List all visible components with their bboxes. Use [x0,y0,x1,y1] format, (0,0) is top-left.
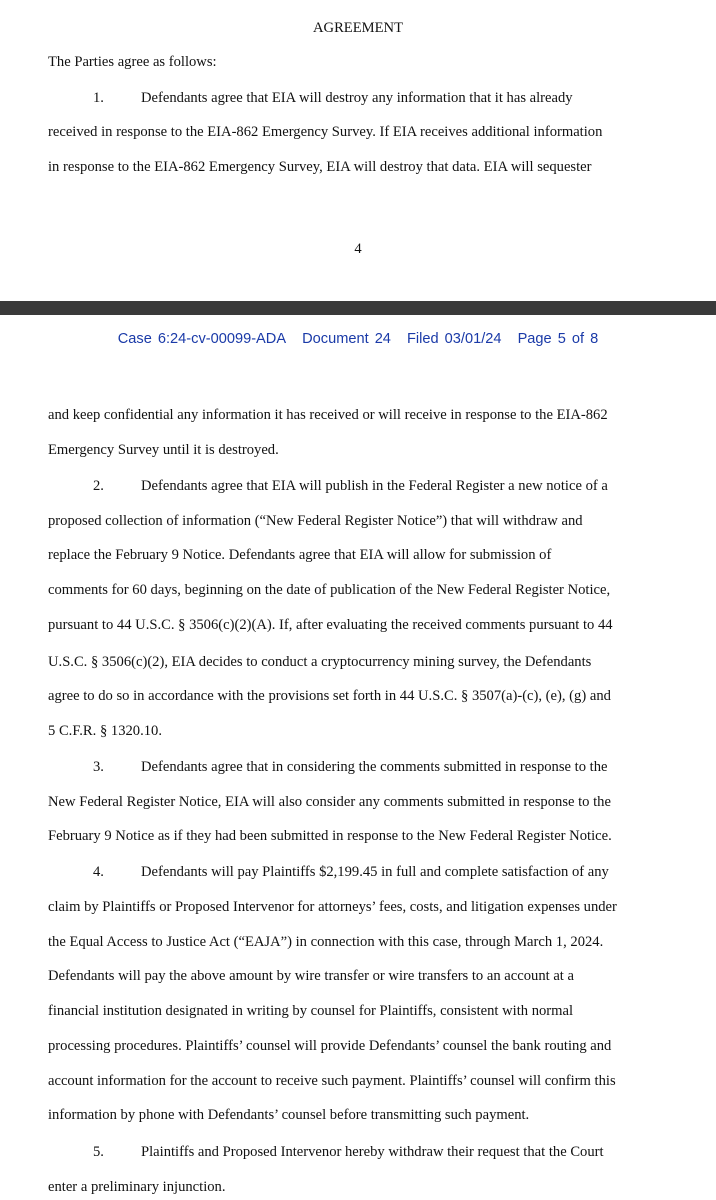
item-4-line: the Equal Access to Justice Act (“EAJA”) in connection with this case, through March 1, 2024. [48,934,604,950]
section-title: AGREEMENT [313,20,403,36]
item-4-line: financial institution designated in writing by counsel for Plaintiffs, consistent with normal [48,1003,574,1019]
document-number: Document 24 [302,331,391,347]
item-2-line: agree to do so in accordance with the provisions set forth in 44 U.S.C. § 3507(a)-(c), (e), (g) and [48,688,611,704]
continuation-line: and keep confidential any information it has received or will receive in response to the EIA-862 [48,407,608,423]
case-number: Case 6:24-cv-00099-ADA [117,331,287,347]
page-divider [0,301,716,315]
item-5-line: enter a preliminary injunction. [48,1179,226,1195]
intro-text: The Parties agree as follows: [48,54,217,70]
page-number: 4 [354,241,362,257]
item-5-line: Plaintiffs and Proposed Intervenor hereby withdraw their request that the Court [141,1144,604,1160]
case-header [0,329,716,349]
item-3-number: 3. [93,759,104,775]
item-2-line: replace the February 9 Notice. Defendants agree that EIA will allow for submission of [48,547,552,563]
page-indicator: Page 5 of 8 [517,331,599,347]
item-5-number: 5. [93,1144,104,1160]
item-1-line: in response to the EIA-862 Emergency Survey, EIA will destroy that data. EIA will sequester [48,159,592,175]
item-4-line: processing procedures. Plaintiffs’ counsel will provide Defendants’ counsel the bank routing and [48,1038,612,1054]
filed-date: Filed 03/01/24 [407,331,502,347]
item-3-line: Defendants agree that in considering the comments submitted in response to the [141,759,608,775]
item-4-line: account information for the account to receive such payment. Plaintiffs’ counsel will confirm this [48,1073,616,1089]
item-1-line: received in response to the EIA-862 Emergency Survey. If EIA receives additional information [48,124,603,140]
item-4-number: 4. [93,864,104,880]
item-3-line: February 9 Notice as if they had been submitted in response to the New Federal Register Notice. [48,828,612,844]
item-4-line: Defendants will pay Plaintiffs $2,199.45 in full and complete satisfaction of any [141,864,609,880]
item-2-line: proposed collection of information (“New Federal Register Notice”) that will withdraw and [48,513,583,529]
item-2-line: 5 C.F.R. § 1320.10. [48,723,162,739]
item-4-line: Defendants will pay the above amount by wire transfer or wire transfers to an account at a [48,968,574,984]
item-1-line: Defendants agree that EIA will destroy any information that it has already [141,90,573,106]
item-3-line: New Federal Register Notice, EIA will also consider any comments submitted in response to the [48,794,611,810]
item-2-number: 2. [93,478,104,494]
item-4-line: information by phone with Defendants’ counsel before transmitting such payment. [48,1107,530,1123]
item-4-line: claim by Plaintiffs or Proposed Intervenor for attorneys’ fees, costs, and litigation expenses under [48,899,617,915]
item-1-number: 1. [93,90,104,106]
item-2-line: Defendants agree that EIA will publish in the Federal Register a new notice of a [141,478,608,494]
item-2-line: pursuant to 44 U.S.C. § 3506(c)(2)(A). If, after evaluating the received comments pursuant to 44 [48,617,613,633]
item-2-line: comments for 60 days, beginning on the date of publication of the New Federal Register Notice, [48,582,611,598]
item-2-line: U.S.C. § 3506(c)(2), EIA decides to conduct a cryptocurrency mining survey, the Defendants [48,654,592,670]
continuation-line: Emergency Survey until it is destroyed. [48,442,279,458]
